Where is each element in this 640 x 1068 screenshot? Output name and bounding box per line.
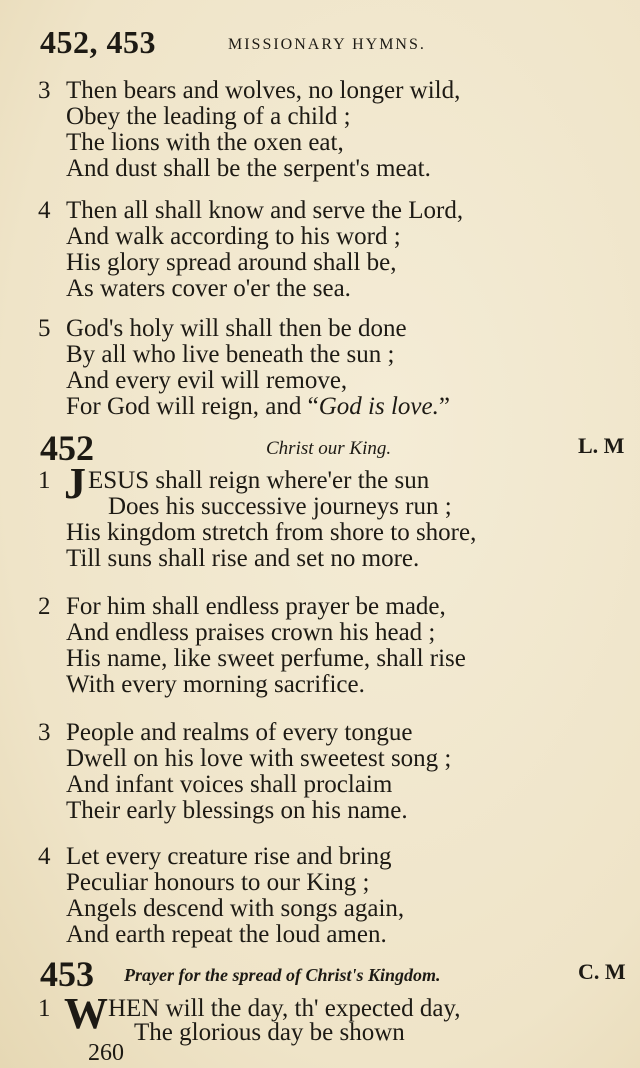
verse-number: 4 <box>38 197 51 224</box>
hymn-number: 453 <box>40 954 94 994</box>
verse-number: 1 <box>38 995 51 1022</box>
verse-line: Let every creature rise and bring <box>66 843 392 870</box>
verse-line: By all who live beneath the sun ; <box>66 341 395 368</box>
verse-line: Till suns shall rise and set no more. <box>66 545 420 572</box>
verse-line: And every evil will remove, <box>66 367 348 394</box>
verse-line: Dwell on his love with sweetest song ; <box>66 745 452 772</box>
verse-number: 3 <box>38 719 51 746</box>
verse-number: 3 <box>38 77 51 104</box>
verse-line: His glory spread around shall be, <box>66 249 397 276</box>
verse-line: Then bears and wolves, no longer wild, <box>66 77 461 104</box>
verse-line: For him shall endless prayer be made, <box>66 593 446 620</box>
verse-line: Obey the leading of a child ; <box>66 103 351 130</box>
verse-line: And walk according to his word ; <box>66 223 401 250</box>
verse-line: The glorious day be shown <box>134 1019 405 1046</box>
verse-number: 5 <box>38 315 51 342</box>
italic-phrase: God is love. <box>318 393 439 420</box>
verse-line: ESUS shall reign where'er the sun <box>88 467 430 494</box>
verse-line: Angels descend with songs again, <box>66 895 405 922</box>
verse-line: Peculiar honours to our King ; <box>66 869 370 896</box>
verse-line: His name, like sweet perfume, shall rise <box>66 645 466 672</box>
verse-line: And endless praises crown his head ; <box>66 619 436 646</box>
verse-line: As waters cover o'er the sea. <box>66 275 351 302</box>
verse-number: 4 <box>38 843 51 870</box>
verse-line: And earth repeat the loud amen. <box>66 921 387 948</box>
verse-number: 1 <box>38 467 51 494</box>
header-section-title: MISSIONARY HYMNS. <box>228 36 426 53</box>
hymn-meter: C. M <box>578 959 626 984</box>
verse-line: And dust shall be the serpent's meat. <box>66 155 431 182</box>
verse-line: With every morning sacrifice. <box>66 671 365 698</box>
page-number: 260 <box>88 1040 124 1066</box>
verse-line: Does his successive journeys run ; <box>108 493 452 520</box>
verse-line: HEN will the day, th' expected day, <box>108 995 461 1022</box>
verse-line: And infant voices shall proclaim <box>66 771 393 798</box>
hymn-number: 452 <box>40 428 94 468</box>
hymn-title: Prayer for the spread of Christ's Kingdom. <box>124 965 441 985</box>
verse-line: God's holy will shall then be done <box>66 315 407 342</box>
verse-line: Then all shall know and serve the Lord, <box>66 197 464 224</box>
verse-line-final: For God will reign, and “God is love.” <box>66 393 450 420</box>
drop-cap: W <box>64 989 108 1038</box>
verse-number: 2 <box>38 593 51 620</box>
verse-line: Their early blessings on his name. <box>66 797 408 824</box>
hymn-title: Christ our King. <box>266 438 392 459</box>
hymn-meter: L. M <box>578 433 625 458</box>
drop-cap: J <box>64 459 86 508</box>
verse-line: People and realms of every tongue <box>66 719 413 746</box>
verse-line: His kingdom stretch from shore to shore, <box>66 519 477 546</box>
verse-line: The lions with the oxen eat, <box>66 129 344 156</box>
running-header <box>40 24 640 64</box>
header-hymn-numbers: 452, 453 <box>40 24 156 60</box>
